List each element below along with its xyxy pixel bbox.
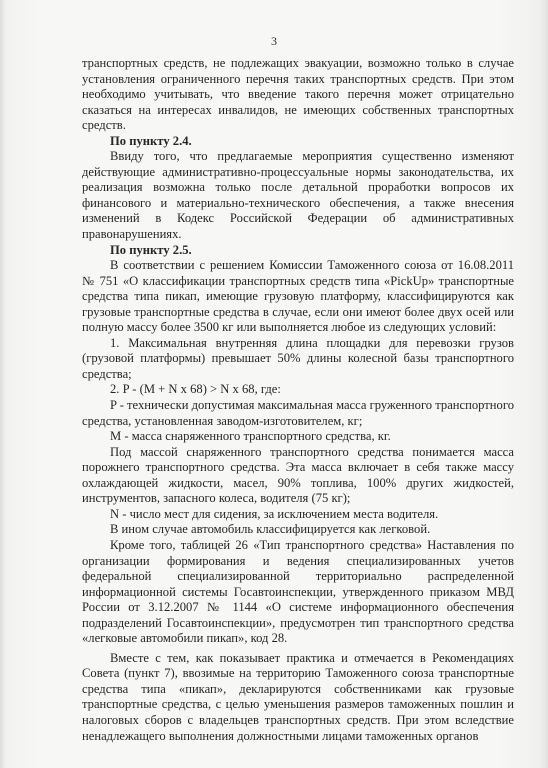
otherwise-passenger-car: В ином случае автомобиль классифицируется как легковой. [110,522,431,537]
paragraph-continuation: транспортных средств, не подлежащих эвакуации, возможно только в случае установления ограниченного перечня таких транспортных средств. При этом необходимо учитывать, что введение такого перечня может отрицательно сказаться на интересах инвалидов, не имеющих собственных транспортных средств. [82,56,514,133]
paragraph-2-4: Ввиду того, что предлагаемые мероприятия существенно изменяют действующие административно-процессуальные нормы законодательства, их реализация возможна только после детальной проработки вопросов их финансового и материально-технического обеспечения, а также внесения изменений в Кодекс Российской Федерации об административных правонарушениях. [82,149,514,242]
condition-1: 1. Максимальная внутренняя длина площадки для перевозки грузов (грузовой платформы) превышает 50% длины колесной базы транспортного средства; [82,335,514,381]
definition-m: M - масса снаряженного транспортного средства, кг. [110,429,391,444]
document-body [82,56,514,744]
paragraph-table-26: Кроме того, таблицей 26 «Тип транспортного средства» Наставления по организации формирования и ведения специализированных учетов федеральной специализированной территориально распределенной информационной системы Госавтоинспекции, утвержденного приказом МВД России от 3.12.2007 № 1144 «О системе информационного обеспечения подразделений Госавтоинспекции», предусмотрен тип транспортного средства «легковые автомобили пикап», код 28. [82,537,514,646]
page-number: 3 [271,34,277,48]
paragraph-2-5-intro: В соответствии с решением Комиссии Таможенного союза от 16.08.2011 № 751 «О классификации транспортных средств типа «PickUp» транспортные средства типа пикап, имеющие грузовую платформу, классифицируются как грузовые транспортные средства в случае, если они имеют более двух осей или полную массу более 3500 кг или выполняется любое из следующих условий: [82,258,514,335]
condition-2-formula: 2. P - (M + N x 68) > N x 68, где: [110,382,281,397]
section-heading-2-5: По пункту 2.5. [110,242,192,257]
paragraph-practice: Вместе с тем, как показывает практика и отмечается в Рекомендациях Совета (пункт 7), ввозимые на территорию Таможенного союза транспортные средства типа «пикап», декларируются собственниками как грузовые транспортные средства, с целью уменьшения размеров таможенных пошлин и налоговых сборов с владельцев транспортных средств. При этом вследствие ненадлежащего выполнения должностными лицами таможенных органов [82,650,514,743]
definition-n: N - число мест для сидения, за исключением места водителя. [110,506,439,521]
definition-p: P - технически допустимая максимальная масса груженного транспортного средства, установленная заводом-изготовителем, кг; [82,398,514,428]
section-heading-2-4: По пункту 2.4. [110,133,192,148]
curb-mass-explanation: Под массой снаряженного транспортного средства понимается масса порожнего транспортного средства. Эта масса включает в себя также массу охлаждающей жидкости, масел, 90% топлива, 100% других жидкостей, инструментов, запасного колеса, водителя (75 кг); [82,444,514,506]
